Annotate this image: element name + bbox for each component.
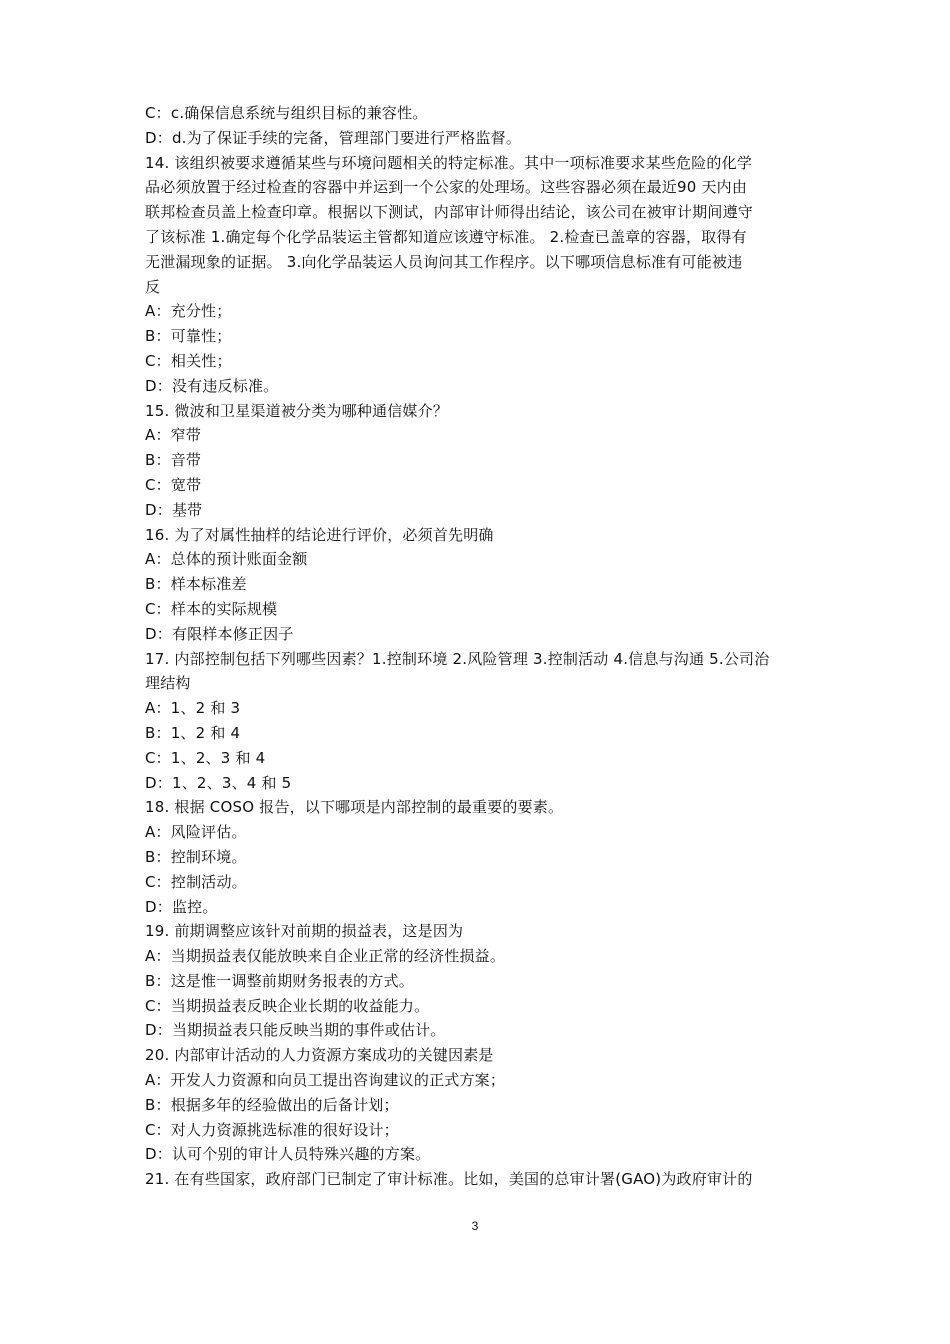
text-line: B：样本标准差 xyxy=(145,575,247,594)
text-line: B：音带 xyxy=(145,451,202,470)
text-line: 理结构 xyxy=(145,674,191,693)
text-line: B：这是惟一调整前期财务报表的方式。 xyxy=(145,971,414,990)
text-line: D：当期损益表只能反映当期的事件或估计。 xyxy=(145,1021,446,1040)
text-line: B：可靠性； xyxy=(145,327,232,346)
text-line: C：控制活动。 xyxy=(145,872,247,891)
text-line: C：相关性； xyxy=(145,351,232,370)
text-line: D：d.为了保证手续的完备，管理部门要进行严格监督。 xyxy=(145,128,522,147)
text-line: 联邦检查员盖上检查印章。根据以下测试，内部审计师得出结论，该公司在被审计期间遵守 xyxy=(145,203,754,222)
text-line: 了该标准 1.确定每个化学品装运主管都知道应该遵守标准。 2.检查已盖章的容器，取得有 xyxy=(145,227,747,246)
text-line: B：1、2 和 4 xyxy=(145,723,241,742)
text-line: A：窄带 xyxy=(145,426,202,445)
text-line: 20. 内部审计活动的人力资源方案成功的关键因素是 xyxy=(145,1046,494,1065)
text-line: C：1、2、3 和 4 xyxy=(145,748,266,767)
text-line: 18. 根据 COSO 报告，以下哪项是内部控制的最重要的要素。 xyxy=(145,798,564,817)
text-line: B：根据多年的经验做出的后备计划； xyxy=(145,1095,399,1114)
text-line: C：c.确保信息系统与组织目标的兼容性。 xyxy=(145,104,428,122)
text-line: A：总体的预计账面金额 xyxy=(145,550,308,569)
text-line: D：基带 xyxy=(145,500,203,519)
text-line: A：1、2 和 3 xyxy=(145,699,241,718)
page-number: 3 xyxy=(471,1219,479,1233)
text-line: C：样本的实际规模 xyxy=(145,599,278,618)
text-line: A：当期损益表仅能放映来自企业正常的经济性损益。 xyxy=(145,947,506,966)
text-line: 14. 该组织被要求遵循某些与环境问题相关的特定标准。其中一项标准要求某些危险的化学 xyxy=(145,153,753,172)
text-line: D：1、2、3、4 和 5 xyxy=(145,773,292,792)
text-line: 品必须放置于经过检查的容器中并运到一个公家的处理场。这些容器必须在最近90 天内由 xyxy=(145,178,748,197)
text-line: 17. 内部控制包括下列哪些因素？1.控制环境 2.风险管理 3.控制活动 4.信息与沟通 5.公司治 xyxy=(145,649,770,668)
text-line: D：认可个别的审计人员特殊兴趣的方案。 xyxy=(145,1145,431,1164)
text-line: 19. 前期调整应该针对前期的损益表，这是因为 xyxy=(145,922,464,941)
text-line: D：有限样本修正因子 xyxy=(145,624,294,643)
text-line: A：充分性； xyxy=(145,302,232,321)
text-line: A：开发人力资源和向员工提出咨询建议的正式方案； xyxy=(145,1071,506,1090)
text-line: 21. 在有些国家，政府部门已制定了审计标准。比如，美国的总审计署(GAO)为政府审计的 xyxy=(145,1170,753,1189)
text-line: C：宽带 xyxy=(145,475,202,494)
page-content xyxy=(145,101,811,1192)
text-line: 无泄漏现象的证据。 3.向化学品装运人员询问其工作程序。以下哪项信息标准有可能被违 xyxy=(145,252,743,271)
text-line: C：当期损益表反映企业长期的收益能力。 xyxy=(145,996,430,1015)
text-line: 16. 为了对属性抽样的结论进行评价，必须首先明确 xyxy=(145,525,494,544)
text-line: B：控制环境。 xyxy=(145,847,247,866)
text-line: 15. 微波和卫星渠道被分类为哪种通信媒介？ xyxy=(145,401,449,420)
text-line: D：监控。 xyxy=(145,897,218,916)
text-line: D：没有违反标准。 xyxy=(145,376,279,395)
text-line: 反 xyxy=(145,277,161,296)
text-line: C：对人力资源挑选标准的很好设计； xyxy=(145,1120,399,1139)
text-line: A：风险评估。 xyxy=(145,823,247,842)
